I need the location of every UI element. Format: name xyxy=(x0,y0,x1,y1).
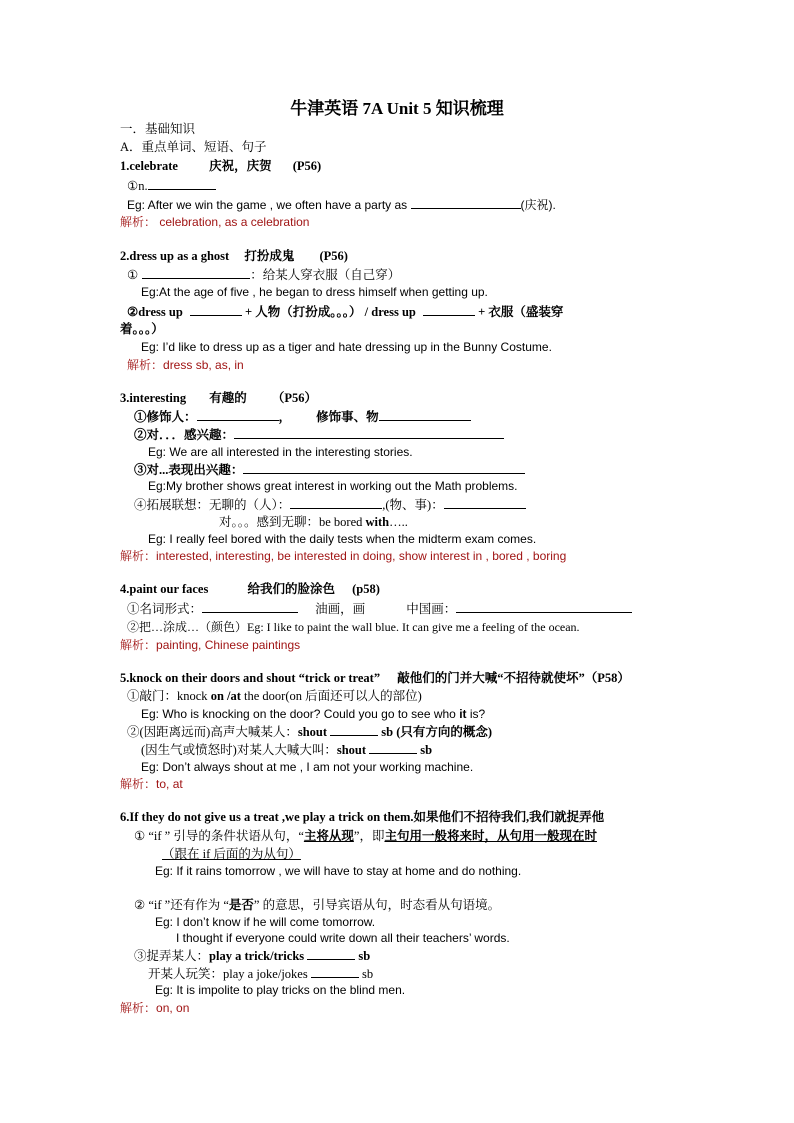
item3-q2 xyxy=(134,426,504,444)
item3-example3: Eg:My brother shows great interest in working out the Math problems. xyxy=(148,479,518,493)
item2-q1 xyxy=(127,266,400,284)
item6-q2 xyxy=(134,897,500,914)
answer-blank xyxy=(190,303,242,316)
answer-blank xyxy=(234,426,504,439)
item5-answer-text: to, at xyxy=(156,777,183,791)
item4-q1-b: 油画，画 xyxy=(315,602,366,616)
item4-answer xyxy=(120,637,300,654)
item3-q3-label: ③对...表现出兴趣： xyxy=(134,463,244,477)
answer-label: 解析： xyxy=(120,638,157,652)
item2-example2: Eg: I’d like to dress up as a tiger and hate dressing up in the Bunny Costume. xyxy=(141,340,552,354)
item5-q3-a: (因生气或愤怒时)对某人大喊大叫： xyxy=(141,743,337,757)
item6-example3: Eg: It is impolite to play tricks on the blind men. xyxy=(155,983,406,997)
item3-page: （P56） xyxy=(271,391,317,405)
item5-phrase: 5.knock on their doors and shout “trick or treat” xyxy=(120,671,381,685)
answer-blank xyxy=(444,496,526,509)
answer-blank xyxy=(456,600,632,613)
item5-q1 xyxy=(127,688,422,705)
item4-meaning: 给我们的脸涂色 xyxy=(247,582,335,596)
item3-q1-b: ， xyxy=(278,410,292,424)
item3-q4-c3: ….. xyxy=(389,515,408,529)
item4-q1 xyxy=(127,600,632,618)
item2-q2 xyxy=(127,303,563,321)
answer-blank xyxy=(411,196,521,209)
answer-label: 解析： xyxy=(120,215,157,229)
item3-q1-a: ①修饰人： xyxy=(134,410,197,424)
item3-q1 xyxy=(134,408,471,426)
item2-heading xyxy=(120,248,348,265)
item4-page: (p58) xyxy=(352,582,380,596)
item3-word: 3.interesting xyxy=(120,391,187,405)
item6-q3-a: ③捉弄某人： xyxy=(134,949,210,963)
item2-q2-a: ②dress up xyxy=(127,305,183,319)
item5-example1-a: Eg: Who is knocking on the door? Could you go to see who xyxy=(141,707,460,721)
item6-q1-a: ① “if ” 引导的条件状语从句，“ xyxy=(134,829,304,843)
item5-q2-a: ②(因距离远而)高声大喊某人： xyxy=(127,725,298,739)
item5-heading xyxy=(120,670,630,687)
item6-q1-d: 主句用一般将来时，从句用一般现在时 xyxy=(384,829,597,843)
item5-example1-c: is? xyxy=(466,707,486,721)
answer-blank xyxy=(243,461,525,474)
answer-blank xyxy=(148,177,216,190)
item6-q1 xyxy=(134,828,597,845)
item4-q1-c: 中国画： xyxy=(406,602,457,616)
item5-meaning: 敲他们的门并大喊“不招待就使坏”（P58） xyxy=(397,671,630,685)
item1-example xyxy=(127,196,556,214)
item5-q2 xyxy=(127,723,492,741)
item4-heading xyxy=(120,581,380,598)
item3-q4-cont xyxy=(219,514,408,531)
item2-meaning: 打扮成鬼 xyxy=(244,249,295,263)
answer-label: 解析： xyxy=(120,1001,157,1015)
item3-q4-c1: 对。。。感到无聊：be bored xyxy=(219,515,366,529)
item3-example4: Eg: I really feel bored with the daily tests when the midterm exam comes. xyxy=(148,532,537,546)
item6-q2-b: 是否 xyxy=(228,898,254,912)
item6-example2a: Eg: I don’t know if he will come tomorrow. xyxy=(155,915,376,929)
item6-q1-c: ”，即 xyxy=(353,829,385,843)
answer-blank xyxy=(369,741,417,754)
answer-blank xyxy=(307,947,355,960)
item5-example3: Eg: Don’t always shout at me , I am not your working machine. xyxy=(141,760,474,774)
item3-q3 xyxy=(134,461,525,479)
item3-q1-c: 修饰事、物 xyxy=(316,410,379,424)
item2-example1: Eg:At the age of five , he began to dress himself when getting up. xyxy=(141,285,488,299)
item6-q2-a: ② “if ”还有作为 “ xyxy=(134,898,229,912)
item2-q1-num: ① xyxy=(127,268,139,282)
item6-q3-joke xyxy=(148,965,373,983)
answer-blank xyxy=(290,496,382,509)
answer-label: 解析： xyxy=(120,549,157,563)
answer-blank xyxy=(330,723,378,736)
item6-q3 xyxy=(134,947,370,965)
item5-q3-b: shout xyxy=(336,743,367,757)
item6-example2b: I thought if everyone could write down all their teachers’ words. xyxy=(176,931,510,945)
item2-answer xyxy=(127,357,244,374)
item1-q1 xyxy=(127,177,216,195)
item6-q3-joke-a: 开某人玩笑：play a joke/jokes xyxy=(148,967,308,981)
answer-blank xyxy=(423,303,475,316)
item5-q1-b: on /at xyxy=(210,689,241,703)
item1-heading xyxy=(120,158,321,175)
item6-answer xyxy=(120,1000,189,1017)
item5-q1-c: the door(on 后面还可以人的部位) xyxy=(240,689,422,703)
item6-q3-c: sb xyxy=(358,949,371,963)
item6-answer-text: on, on xyxy=(156,1001,190,1015)
page-title: 牛津英语 7A Unit 5 知识梳理 xyxy=(290,99,504,118)
item1-word: 1.celebrate xyxy=(120,159,178,173)
item2-page: (P56) xyxy=(319,249,348,263)
item3-q4-a: ④拓展联想：无聊的（人）： xyxy=(134,498,291,512)
item1-answer xyxy=(120,214,309,231)
item6-q3-joke-b: sb xyxy=(361,967,374,981)
item6-heading: 6.If they do not give us a treat ,we play a trick on them.如果他们不招待我们,我们就捉弄他 xyxy=(120,810,605,824)
item3-meaning: 有趣的 xyxy=(209,391,247,405)
answer-blank xyxy=(142,266,250,279)
item6-q3-b: play a trick/tricks xyxy=(209,949,305,963)
section-heading: 一．基础知识 xyxy=(120,122,196,136)
item2-q2-cont: 着。。。） xyxy=(120,322,164,336)
item3-answer-text: interested, interesting, be interested in doing, show interest in , bored , boring xyxy=(156,549,567,563)
item5-q1-a: ①敲门：knock xyxy=(127,689,211,703)
item4-answer-text: painting, Chinese paintings xyxy=(156,638,301,652)
item2-answer-text: dress sb, as, in xyxy=(163,358,244,372)
item3-q2-label: ②对．．．感兴趣： xyxy=(134,428,235,442)
item3-q4 xyxy=(134,496,526,514)
subsection-heading: A．重点单词、短语、句子 xyxy=(120,140,267,154)
item5-q2-c: sb (只有方向的概念) xyxy=(381,725,493,739)
item4-q1-a: ①名词形式： xyxy=(127,602,203,616)
item6-q2-c: ” 的意思，引导宾语从句，时态看从句语境。 xyxy=(253,898,501,912)
item4-phrase: 4.paint our faces xyxy=(120,582,209,596)
item6-example1: Eg: If it rains tomorrow , we will have to stay at home and do nothing. xyxy=(155,864,522,878)
item3-answer xyxy=(120,548,566,565)
item5-q3 xyxy=(141,741,432,759)
item1-answer-text: celebration, as a celebration xyxy=(159,215,310,229)
item5-answer xyxy=(120,776,183,793)
item6-q1-note: （跟在 if 后面的为从句） xyxy=(162,847,301,861)
item2-q2-c: + 衣服（盛装穿 xyxy=(478,305,564,319)
answer-label: 解析： xyxy=(120,777,157,791)
item4-q2: ②把…涂成…（颜色）Eg: I like to paint the wall blue. It can give me a feeling of the ocean. xyxy=(127,620,580,634)
item2-q1-text: ：给某人穿衣服（自己穿） xyxy=(250,268,401,282)
item5-example1 xyxy=(141,706,485,723)
answer-label: 解析： xyxy=(127,358,164,372)
item5-example1-b: it xyxy=(459,707,467,721)
item6-q1-b: 主将从现 xyxy=(303,829,354,843)
item1-meaning: 庆祝，庆贺 xyxy=(209,159,272,173)
item3-q4-b: ,(物、事)： xyxy=(382,498,444,512)
item2-q2-b: + 人物（打扮成。。。） / dress up xyxy=(245,305,416,319)
answer-blank xyxy=(197,408,279,421)
item5-q3-c: sb xyxy=(420,743,433,757)
item3-q4-c2: with xyxy=(365,515,390,529)
answer-blank xyxy=(311,965,359,978)
item3-example2: Eg: We are all interested in the interesting stories. xyxy=(148,445,413,459)
item1-q1-label: ①n. xyxy=(127,179,148,193)
answer-blank xyxy=(379,408,471,421)
item5-q2-b: shout xyxy=(297,725,328,739)
item1-example-text: Eg: After we win the game , we often have a party as xyxy=(127,198,408,212)
item3-heading xyxy=(120,390,317,407)
item2-phrase: 2.dress up as a ghost xyxy=(120,249,230,263)
item1-example-tail: (庆祝). xyxy=(520,198,556,212)
item1-page: (P56) xyxy=(292,159,322,173)
answer-blank xyxy=(202,600,298,613)
